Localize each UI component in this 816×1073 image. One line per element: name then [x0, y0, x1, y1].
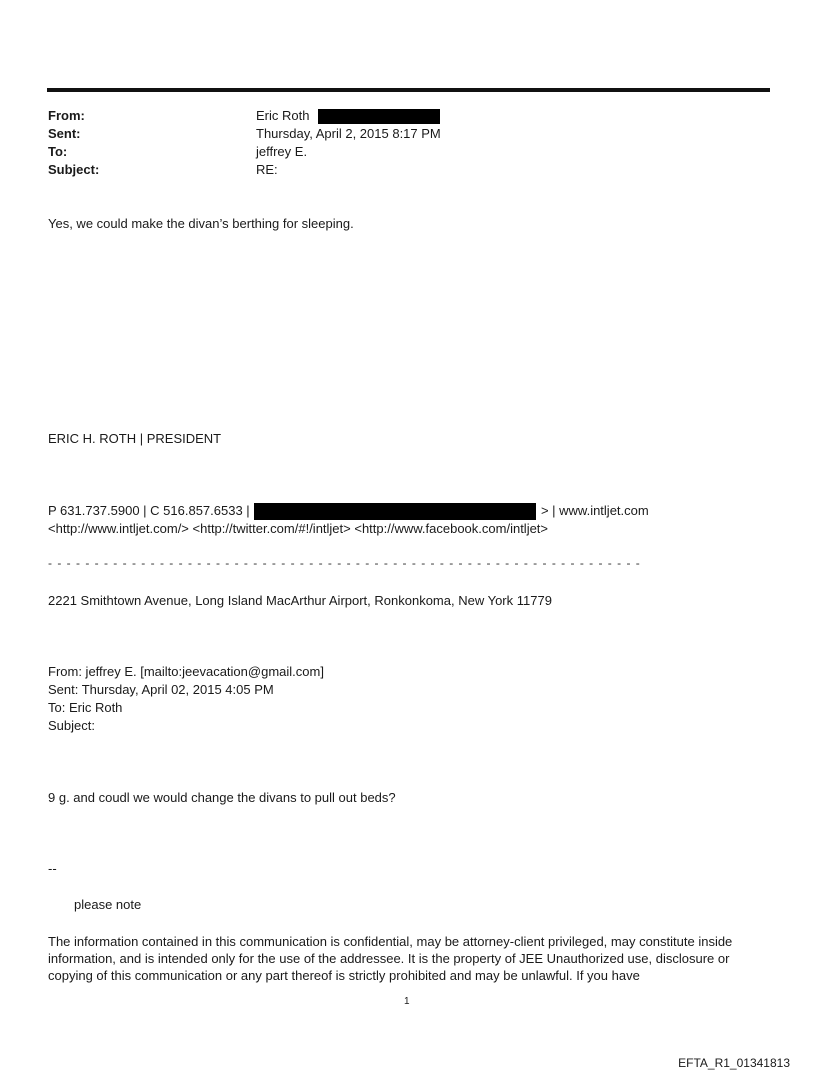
phone-prefix: P 631.737.5900 | C 516.857.6533 | [48, 503, 250, 518]
signature-name: ERIC H. ROTH | PRESIDENT [48, 431, 222, 446]
quoted-subject: Subject: [48, 718, 95, 733]
address: 2221 Smithtown Avenue, Long Island MacArthur Airport, Ronkonkoma, New York 11779 [48, 593, 552, 608]
to-label: To: [48, 144, 68, 159]
sent-value: Thursday, April 2, 2015 8:17 PM [256, 126, 441, 141]
bates-number: EFTA_R1_01341813 [678, 1056, 790, 1070]
phone-suffix: > | www.intljet.com [540, 503, 649, 518]
quoted-sent: Sent: Thursday, April 02, 2015 4:05 PM [48, 682, 274, 697]
signature-phone-line [48, 502, 649, 520]
redaction-block [254, 503, 536, 520]
subject-value: RE: [256, 162, 278, 177]
from-label: From: [48, 108, 85, 123]
header-rule [47, 88, 770, 92]
disclaimer: The information contained in this communication is confidential, may be attorney-client privileged, may constitute inside information, and is intended only for the use of the addressee. It is the property of JEE Unauthorized use, disclosure or copying of this communication or any part thereof is strictly prohibited and may be unlawful. If you have [48, 934, 733, 983]
sig-dash: -- [48, 861, 57, 876]
please-note: please note [74, 897, 142, 912]
separator-line: - - - - - - - - - - - - - - - - - - - - - - - - - - - - - - - - - - - - - - - - - - - - - - - - - - - - - - - - - - - - - - - - [48, 556, 641, 570]
quoted-from: From: jeffrey E. [mailto:jeevacation@gmail.com] [48, 664, 324, 679]
page-number: 1 [404, 996, 410, 1007]
sent-label: Sent: [48, 126, 81, 141]
quoted-message: 9 g. and coudl we would change the divans to pull out beds? [48, 790, 396, 805]
reply-text: Yes, we could make the divan’s berthing for sleeping. [48, 216, 354, 231]
to-value: jeffrey E. [256, 144, 308, 159]
redaction-block [318, 109, 440, 124]
quoted-to: To: Eric Roth [48, 700, 123, 715]
signature-links: <http://www.intljet.com/> <http://twitter.com/#!/intljet> <http://www.facebook.com/intljet> [48, 521, 549, 536]
subject-label: Subject: [48, 162, 100, 177]
from-value: Eric Roth [256, 108, 310, 123]
